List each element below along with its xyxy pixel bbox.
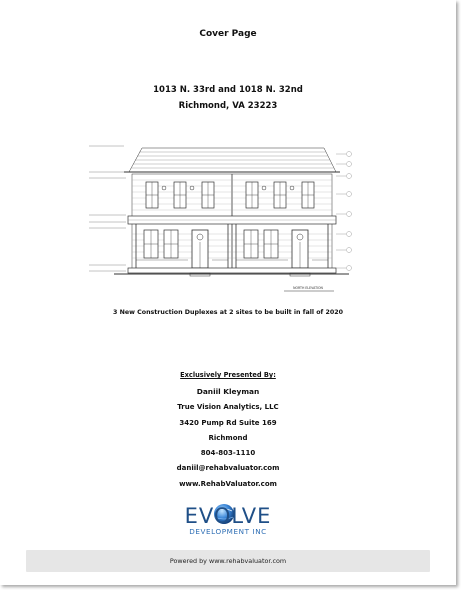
contact-phone: 804-803-1110 [200,449,256,457]
contact-name: Daniil Kleyman [196,387,260,396]
logo-wordmark: EVOLVE [184,504,272,528]
presented-by-heading: Exclusively Presented By: [180,371,276,379]
evolve-logo [163,500,293,538]
logo-tagline: DEVELOPMENT INC [189,527,267,536]
address-line-1: 1013 N. 33rd and 1018 N. 32nd [153,85,303,95]
contact-company: True Vision Analytics, LLC [177,403,279,411]
contact-street: 3420 Pump Rd Suite 169 [179,419,277,427]
elevation-drawing [84,138,379,300]
elevation-label: NORTH ELEVATION [293,286,323,290]
footer-bar: Powered by www.rehabvaluator.com [26,550,430,572]
contact-website[interactable]: www.RehabValuator.com [179,480,277,488]
contact-email[interactable]: daniil@rehabvaluator.com [176,464,280,472]
contact-city: Richmond [208,434,248,442]
project-description: 3 New Construction Duplexes at 2 sites to be built in fall of 2020 [113,309,343,316]
page-title: Cover Page [199,29,257,39]
address-line-2: Richmond, VA 23223 [178,101,278,111]
